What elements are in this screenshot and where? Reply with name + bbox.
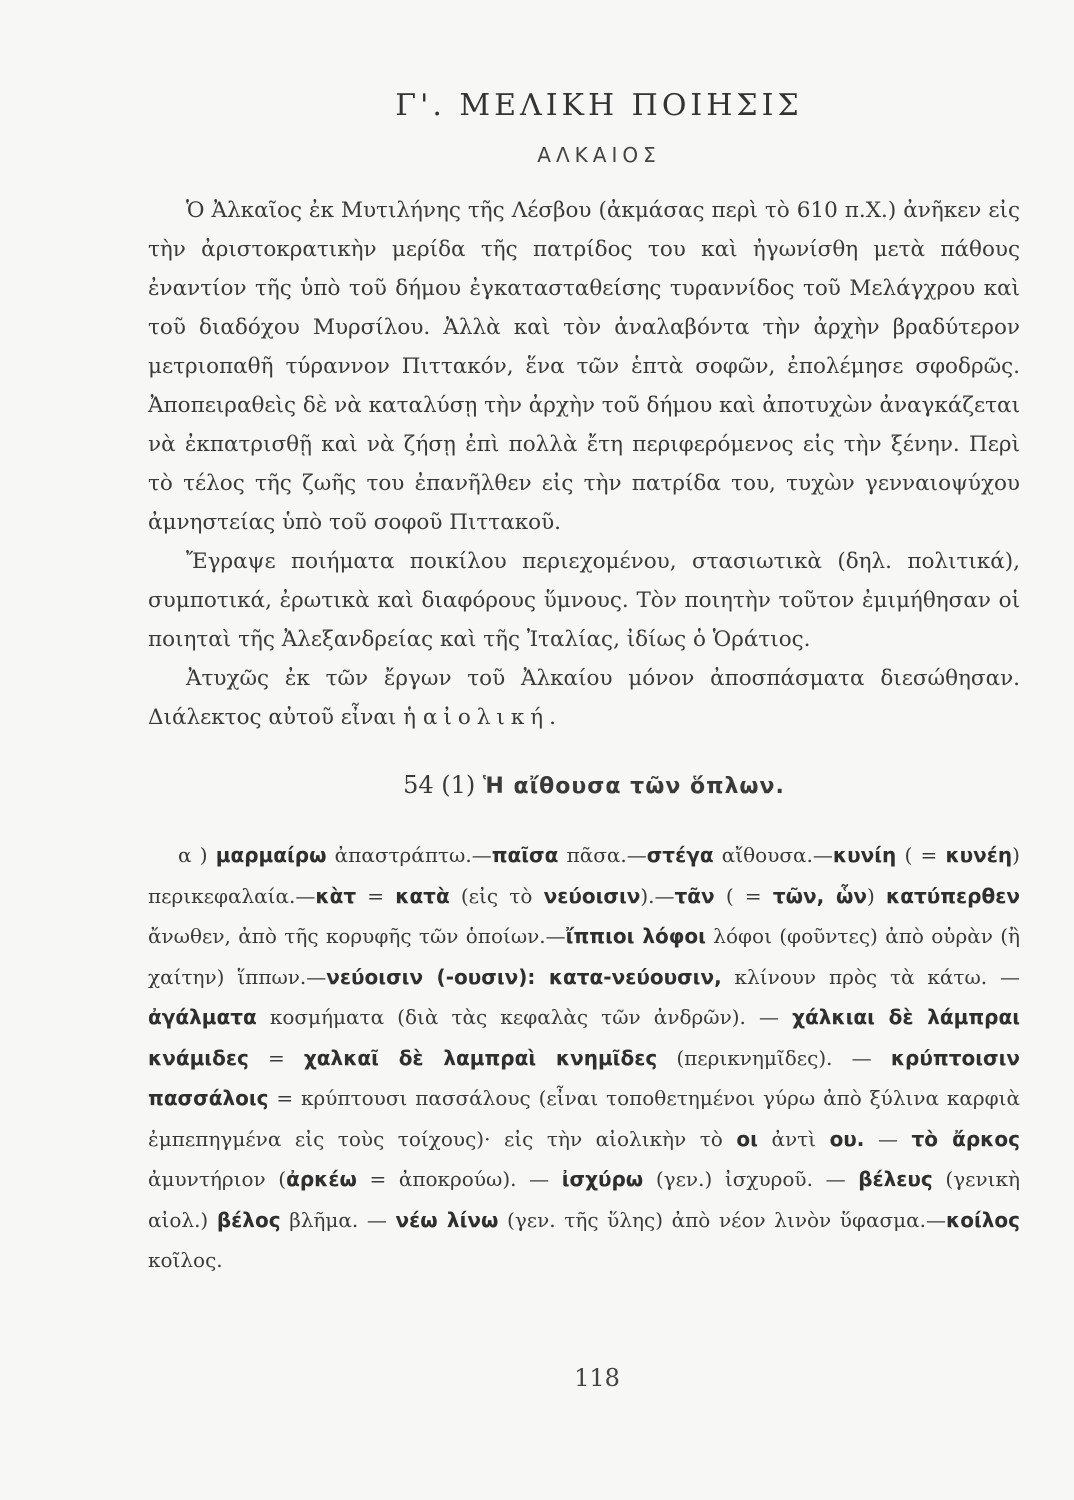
glossary-gloss: (περικνημῖδες). —: [657, 1045, 891, 1070]
glossary-term: ἀγάλματα: [148, 1005, 257, 1029]
glossary-gloss: ἀμυντήριον (: [148, 1167, 287, 1191]
glossary-term: ἴππιοι λόφοι: [565, 924, 706, 948]
glossary: [148, 835, 1020, 1281]
glossary-gloss: (γεν.) ἰσχυροῦ. —: [643, 1167, 859, 1191]
glossary-gloss: βλῆμα. —: [280, 1207, 396, 1232]
glossary-term: μαρμαίρω: [215, 843, 327, 867]
glossary-term: παῖσα: [491, 843, 559, 867]
glossary-term: χάλκιαι δὲ λάμπραι κνάμιδες: [148, 1005, 1020, 1070]
author-heading: ΑΛΚΑΙΟΣ: [537, 143, 661, 167]
glossary-gloss: κοσμήματα (διὰ τὰς κεφαλὰς τῶν ἀνδρῶν). —: [256, 1005, 793, 1029]
glossary-gloss: λόφοι (φοῦντες) ἀπὸ οὐρὰν (ἢ χαίτην) ἵππων.—: [148, 924, 1020, 989]
glossary-gloss: —: [864, 1126, 912, 1151]
glossary-gloss: (γεν. τῆς ὕλης) ἀπὸ νέον λινὸν ὕφασμα.—: [498, 1207, 946, 1232]
glossary-gloss: αἴθουσα.—: [713, 843, 833, 867]
glossary-gloss: ): [867, 883, 886, 908]
chapter-title: Γ'. ΜΕΛΙΚΗ ΠΟΙΗΣΙΣ: [395, 88, 803, 123]
glossary-gloss: ἄνωθεν, ἀπὸ τῆς κορυφῆς τῶν ὁποίων.—: [148, 924, 566, 948]
glossary-gloss: α ): [178, 843, 216, 867]
glossary-gloss: ( =: [714, 883, 773, 908]
glossary-gloss: ἀντὶ: [757, 1126, 830, 1151]
page: [148, 88, 1020, 1281]
intro-paragraph-3: [148, 659, 1020, 737]
glossary-term: νεύοισιν: [543, 883, 641, 908]
page-number: 118: [574, 1364, 620, 1392]
glossary-term: ἀρκέω: [286, 1167, 357, 1191]
glossary-term: στέγα: [646, 843, 714, 867]
glossary-term: τᾶν: [674, 883, 715, 908]
glossary-gloss: = κρύπτουσι πασσάλους (εἶναι τοποθετημένοι γύρω ἀπὸ ξύλινα καρφιὰ ἐμπεπηγμένα εἰς τοὺς τοίχους)· εἰς τὴν αἰολικὴν τὸ: [148, 1086, 1020, 1151]
glossary-term: βέλος: [216, 1207, 281, 1232]
poem-heading: [148, 771, 1020, 799]
poem-title: Ἡ αἴθουσα τῶν ὅπλων.: [482, 774, 785, 799]
last-paragraph-text: Ἀτυχῶς ἐκ τῶν ἔργων τοῦ Ἀλκαίου μόνον ἀποσπάσματα διεσώθησαν. Διάλεκτος αὐτοῦ εἶναι ἡ: [148, 666, 1020, 730]
intro-paragraph-2: Ἔγραψε ποιήματα ποικίλου περιεχομένου, στασιωτικὰ (δηλ. πολιτικά), συμποτικά, ἐρωτικὰ καὶ διαφόρους ὕμνους. Τὸν ποιητὴν τοῦτον ἐμιμήθησαν οἱ ποιηταὶ τῆς Ἀλεξανδρείας καὶ τῆς Ἰταλίας, ἰδίως ὁ Ὁράτιος.: [148, 549, 1020, 652]
glossary-gloss: = ἀποκρούω). —: [356, 1167, 562, 1191]
glossary-term: χαλκαῖ δὲ λαμπραὶ κνημῖδες: [303, 1045, 658, 1070]
glossary-gloss: ).—: [640, 883, 675, 908]
glossary-term: νέω λίνω: [395, 1207, 499, 1232]
glossary-term: βέλευς: [858, 1167, 933, 1191]
glossary-term: κατὰ: [395, 883, 450, 908]
glossary-term: τῶν, ὧν: [772, 883, 867, 908]
poem-number: 54 (1): [403, 771, 476, 799]
glossary-term: οι: [736, 1126, 758, 1151]
glossary-gloss: πᾶσα.—: [558, 843, 647, 867]
glossary-term: κὰτ: [315, 883, 357, 908]
glossary-gloss: =: [248, 1045, 304, 1070]
glossary-term: κρύπτοισιν πασσάλοις: [148, 1045, 1020, 1110]
glossary-gloss: κλίνουν πρὸς τὰ κάτω. —: [721, 964, 1020, 989]
glossary-gloss: (γενικὴ αἰολ.): [148, 1167, 1021, 1232]
glossary-gloss: ( =: [896, 843, 946, 867]
glossary-gloss: =: [356, 883, 396, 908]
glossary-gloss: (εἰς τὸ: [449, 883, 544, 908]
glossary-term: νεύοισιν (-ουσιν): κατα-νεύουσιν,: [326, 964, 722, 989]
glossary-term: κατύπερθεν: [886, 883, 1020, 908]
glossary-term: κοίλος: [946, 1207, 1020, 1232]
dialect-name: αἰολική.: [422, 705, 562, 730]
glossary-term: τὸ ἄρκος: [911, 1126, 1020, 1151]
glossary-term: κυνίη: [832, 843, 897, 867]
glossary-gloss: κοῖλος.: [148, 1248, 223, 1272]
glossary-term: κυνέη: [945, 843, 1013, 867]
glossary-term: ου.: [829, 1126, 865, 1151]
glossary-term: ἰσχύρω: [561, 1167, 644, 1191]
intro-paragraph-1: Ὁ Ἀλκαῖος ἐκ Μυτιλήνης τῆς Λέσβου (ἀκμάσας περὶ τὸ 610 π.Χ.) ἀνῆκεν εἰς τὴν ἀριστοκρατικὴν μερίδα τῆς πατρίδος του καὶ ἠγωνίσθη μετὰ πάθους ἐναντίον τῆς ὑπὸ τοῦ δήμου ἐγκατασταθείσης τυραννίδος τοῦ Μελάγχρου καὶ τοῦ διαδόχου Μυρσίλου. Ἀλλὰ καὶ τὸν ἀναλαβόντα τὴν ἀρχὴν βραδύτερον μετριοπαθῆ τύραννον Πιττακόν, ἕνα τῶν ἑπτὰ σοφῶν, ἐπολέμησε σφοδρῶς. Ἀποπειραθεὶς δὲ νὰ καταλύσῃ τὴν ἀρχὴν τοῦ δήμου καὶ ἀποτυχὼν ἀναγκάζεται νὰ ἐκπατρισθῇ καὶ νὰ ζήσῃ ἐπὶ πολλὰ ἔτη περιφερόμενος εἰς τὴν ξένην. Περὶ τὸ τέλος τῆς ζωῆς του ἐπανῆλθεν εἰς τὴν πατρίδα του, τυχὼν γενναιοψύχου ἀμνηστείας ὑπὸ τοῦ σοφοῦ Πιττακοῦ.: [148, 198, 1020, 535]
glossary-gloss: ἀπαστράπτω.—: [326, 843, 492, 867]
glossary-gloss: ) περικεφαλαία.—: [148, 843, 1020, 908]
